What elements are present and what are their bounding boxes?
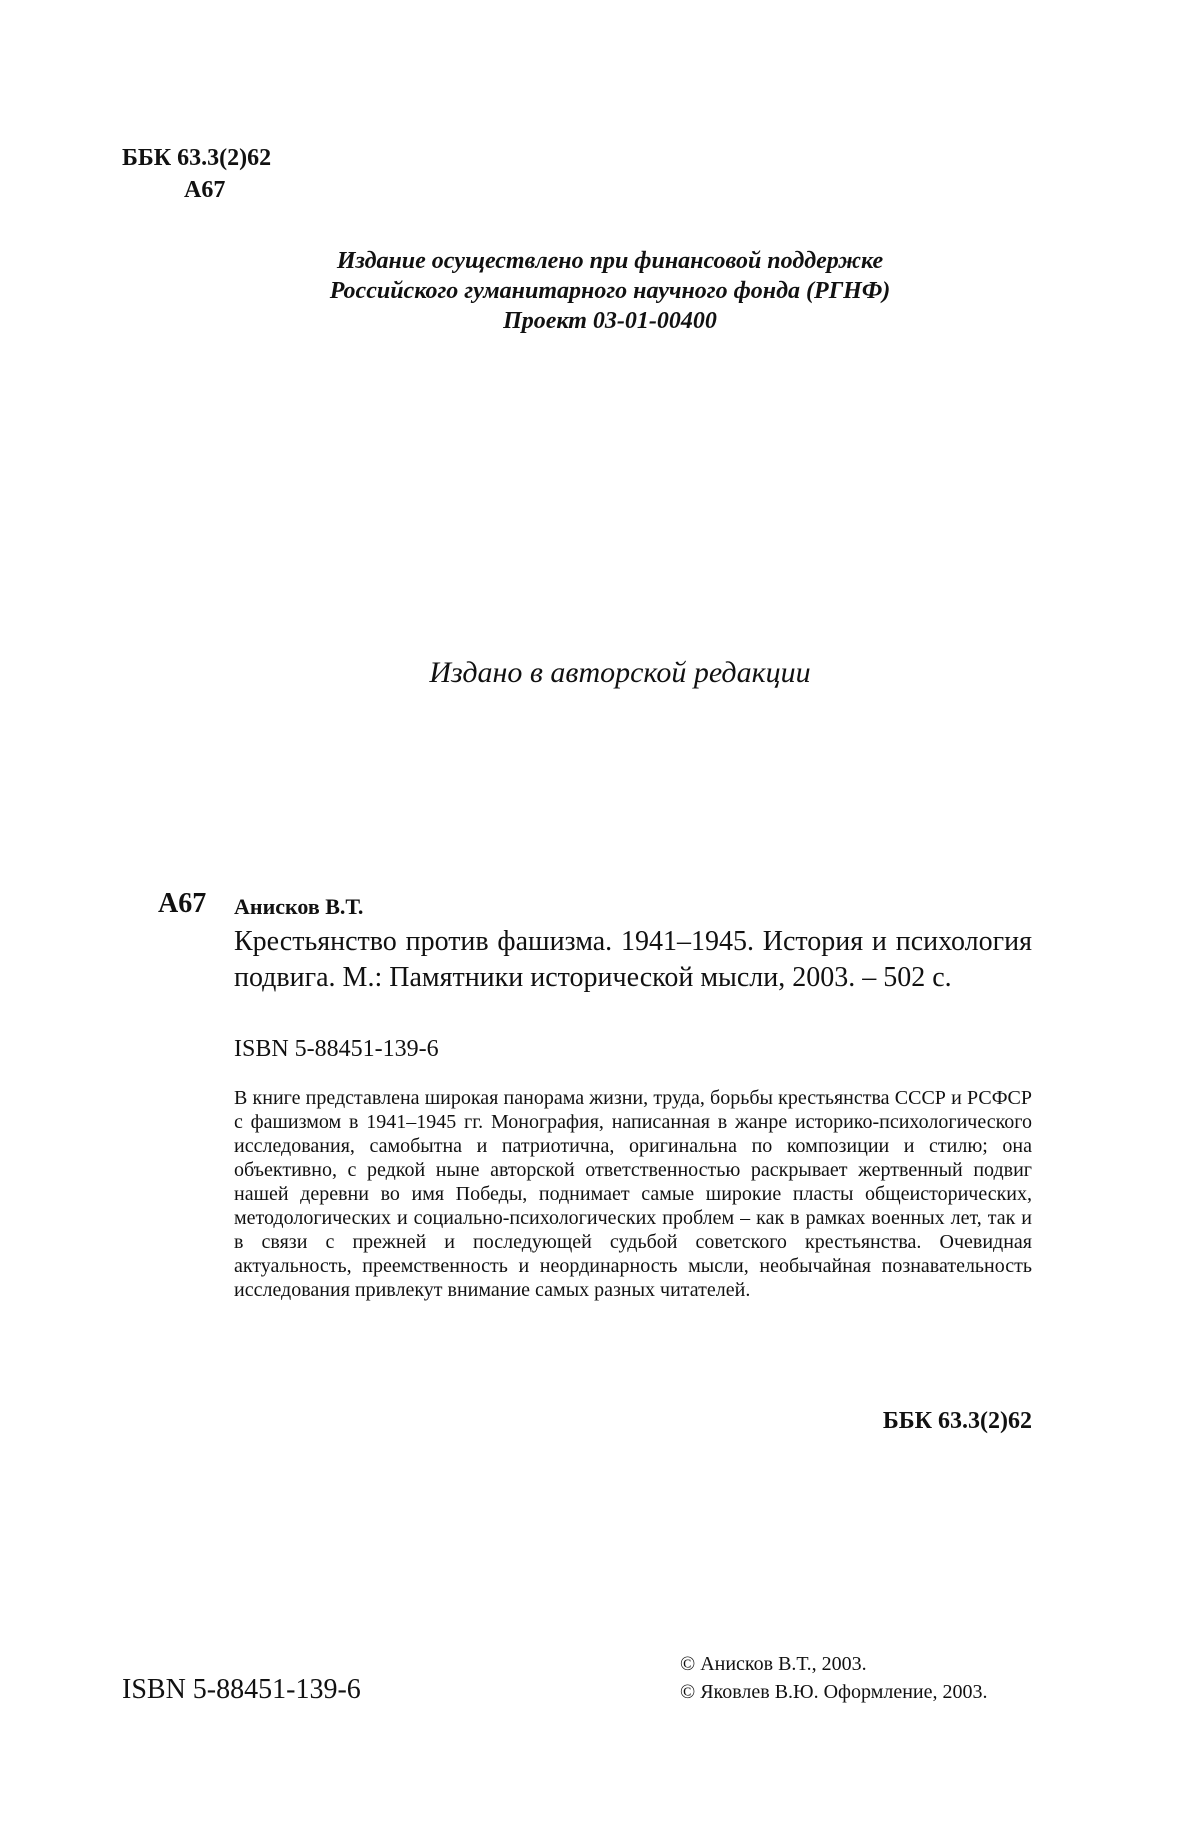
funding-note [200, 246, 1020, 336]
copyright-design: © Яковлев В.Ю. Оформление, 2003. [680, 1681, 988, 1703]
author-sign: А67 [184, 177, 226, 203]
edition-note: Издано в авторской редакции [429, 656, 811, 689]
catalog-entry-sign: А67 [158, 888, 207, 919]
funding-line-2: Российского гуманитарного научного фонда (РГНФ) [329, 278, 891, 304]
footer-isbn: ISBN 5-88451-139-6 [122, 1674, 361, 1705]
bbk-code: ББК 63.3(2)62 [122, 145, 272, 171]
classification-header [122, 142, 271, 206]
annotation-text: В книге представлена широкая панорама жизни, труда, борьбы крестьянства СССР и РСФСР с фашизмом в 1941–1945 гг. Монография, написанная в жанре историко-психологического исследования, самобытна и патриотична, оригинальна по композиции и стилю; она объективно, с редкой ныне авторской ответственностью раскрывает жертвенный подвиг нашей деревни во имя Победы, поднимает самые широкие пласты общеисторических, методологических и социально-психологических проблем – как в рамках военных лет, так и в связи с прежней и последующей судьбой советского крестьянства. Очевидная актуальность, преемственность и неординарность мысли, необычайная познавательность исследования привлекут внимание самых разных читателей. [234, 1087, 1032, 1301]
copyright-author: © Анисков В.Т., 2003. [680, 1653, 867, 1675]
copyright-block [680, 1650, 988, 1706]
funding-line-1: Издание осуществлено при финансовой поддержке [336, 248, 884, 274]
funding-line-3: Проект 03-01-00400 [503, 308, 717, 334]
catalog-entry-bbk: ББК 63.3(2)62 [882, 1408, 1032, 1434]
catalog-entry-author: Анисков В.Т. [234, 894, 364, 919]
catalog-entry-title: Крестьянство против фашизма. 1941–1945. История и психология подвига. М.: Памятники исторической мысли, 2003. – 502 с. [234, 926, 1032, 993]
catalog-entry-isbn: ISBN 5-88451-139-6 [234, 1036, 439, 1062]
